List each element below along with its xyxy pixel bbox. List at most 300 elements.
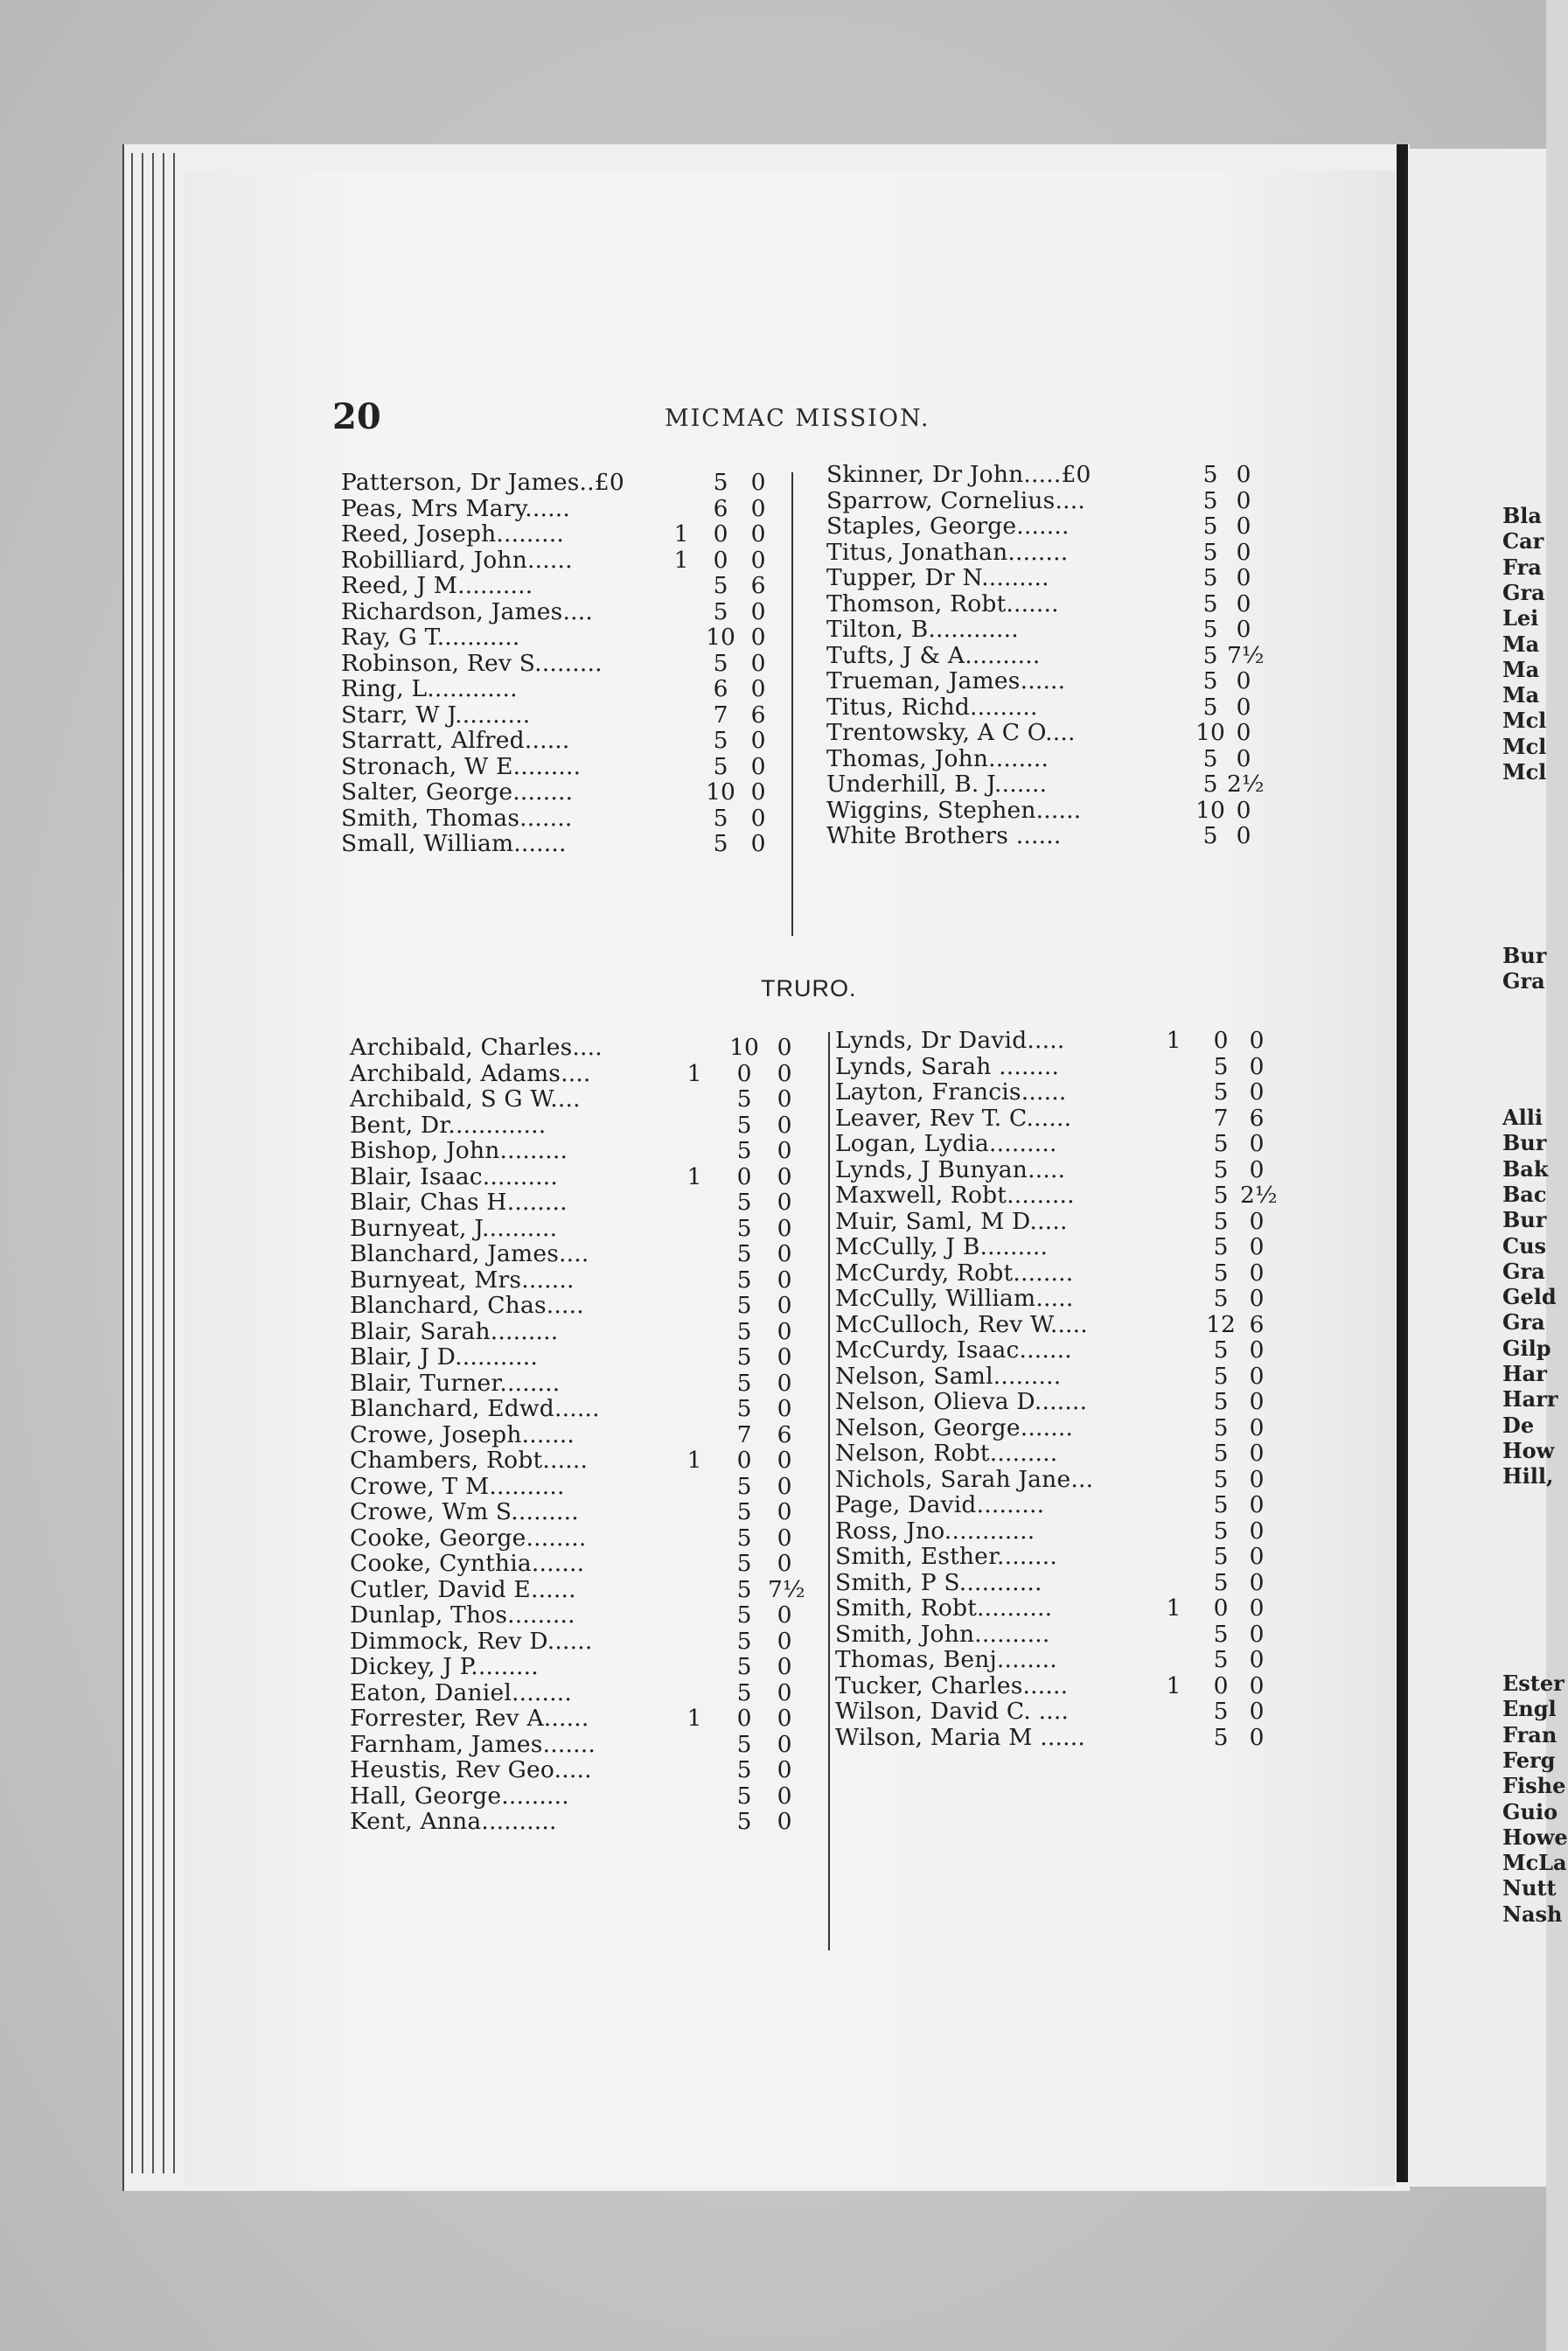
amount-pence: 0 — [777, 1678, 792, 1706]
amount-pence: 0 — [777, 1343, 792, 1371]
list-entry — [835, 1518, 1272, 1545]
list-b-left-column — [350, 1034, 805, 1835]
amount-shillings: 5 — [1202, 538, 1218, 566]
amount-pence: 0 — [777, 1550, 792, 1577]
amount-pence: 0 — [1249, 1646, 1265, 1673]
amount-pence: 0 — [777, 1808, 792, 1835]
amount-shillings: 5 — [736, 1808, 752, 1835]
amount-pence: 2½ — [1240, 1182, 1278, 1209]
amount-pence: 0 — [1236, 461, 1251, 488]
amount-shillings: 12 — [1206, 1310, 1236, 1338]
amount-pence: 0 — [1249, 1336, 1265, 1364]
amount-shillings: 5 — [1202, 564, 1218, 591]
amount-pounds: 1 — [686, 1059, 702, 1087]
amount-pence: 0 — [750, 752, 766, 780]
entry-name: Wiggins, Stephen...... — [826, 796, 1082, 824]
entry-name: Bishop, John......... — [350, 1137, 568, 1164]
entry-name: Peas, Mrs Mary...... — [341, 494, 570, 522]
facing-page-fragment: How — [1502, 1437, 1555, 1463]
facing-page-fragment: Ferg — [1502, 1747, 1556, 1773]
amount-pence: 0 — [1249, 1594, 1265, 1622]
amount-shillings: 5 — [736, 1524, 752, 1552]
facing-page-fragment: Bla — [1502, 503, 1542, 528]
entry-name: Logan, Lydia......... — [835, 1130, 1057, 1157]
facing-page-fragment: Nash — [1502, 1901, 1563, 1927]
amount-pence: 0 — [777, 1705, 792, 1732]
facing-page-fragment: Fishe — [1502, 1773, 1566, 1799]
entry-name: Stronach, W E......... — [341, 752, 582, 780]
entry-name: Tupper, Dr N......... — [826, 564, 1049, 591]
amount-shillings: 5 — [736, 1085, 752, 1113]
entry-name: Burnyeat, Mrs....... — [350, 1266, 575, 1294]
amount-shillings: 10 — [1195, 796, 1225, 824]
amount-shillings: 0 — [736, 1059, 752, 1087]
entry-name: Cooke, Cynthia....... — [350, 1550, 585, 1577]
facing-page-fragment: Howe — [1502, 1824, 1568, 1850]
list-entry — [835, 1389, 1272, 1415]
amount-shillings: 5 — [736, 1189, 752, 1216]
amount-shillings: 5 — [736, 1601, 752, 1629]
list-entry — [350, 1627, 792, 1655]
amount-pence: 0 — [750, 830, 766, 857]
amount-shillings: 5 — [736, 1730, 752, 1758]
facing-page-fragment: Fran — [1502, 1721, 1558, 1748]
entry-name: Nelson, George....... — [835, 1413, 1074, 1441]
amount-shillings: 5 — [736, 1498, 752, 1525]
amount-shillings: 5 — [1202, 589, 1218, 617]
list-entry — [350, 1575, 805, 1603]
list-entry — [835, 1544, 1272, 1570]
list-entry — [341, 676, 778, 702]
entry-name: Tufts, J & A.......... — [826, 641, 1041, 669]
entry-name: Blair, J D........... — [350, 1343, 539, 1371]
entry-name: Skinner, Dr John.....£0 — [826, 461, 1091, 488]
list-entry — [350, 1447, 792, 1474]
entry-name: Archibald, Charles.... — [350, 1034, 603, 1061]
entry-name: Starr, W J.......... — [341, 701, 531, 729]
amount-pence: 0 — [750, 494, 766, 522]
amount-pence: 0 — [777, 1292, 792, 1319]
facing-page-fragment: Lei — [1502, 605, 1539, 631]
amount-pence: 0 — [1249, 1698, 1265, 1725]
amount-shillings: 0 — [736, 1447, 752, 1474]
amount-shillings: 5 — [1202, 744, 1218, 772]
amount-pence: 0 — [750, 727, 766, 754]
list-entry — [350, 1292, 792, 1319]
entry-name: Archibald, Adams.... — [350, 1059, 591, 1087]
entry-name: Thomas, John........ — [826, 744, 1049, 772]
section-title: TRURO. — [761, 975, 857, 1001]
amount-pence: 0 — [1249, 1465, 1265, 1493]
amount-shillings: 0 — [736, 1705, 752, 1732]
list-entry — [350, 1550, 792, 1577]
list-entry — [835, 1260, 1272, 1287]
list-entry — [350, 1111, 792, 1139]
page-edge-line — [131, 153, 133, 2173]
amount-pence: 0 — [750, 597, 766, 625]
amount-pence: 0 — [1249, 1671, 1265, 1699]
list-entry — [835, 1492, 1272, 1518]
entry-name: Nelson, Robt......... — [835, 1440, 1058, 1467]
list-entry — [341, 754, 778, 780]
list-entry — [350, 1498, 792, 1525]
amount-pence: 0 — [1249, 1362, 1265, 1390]
amount-shillings: 0 — [713, 546, 728, 574]
facing-page-fragment: Ma — [1502, 656, 1540, 682]
entry-name: Sparrow, Cornelius.... — [826, 486, 1085, 514]
entry-name: Thomson, Robt....... — [826, 589, 1059, 617]
facing-page-fragment: Gilp — [1502, 1335, 1551, 1361]
amount-pence: 0 — [750, 804, 766, 832]
list-entry — [835, 1028, 1272, 1054]
amount-shillings: 7 — [713, 701, 728, 729]
amount-shillings: 6 — [713, 675, 728, 702]
facing-page-fragment: Bur — [1502, 943, 1547, 968]
list-entry — [826, 643, 1264, 669]
amount-pounds: 1 — [673, 546, 689, 574]
list-entry — [835, 1131, 1272, 1157]
entry-name: Cutler, David E...... — [350, 1575, 576, 1603]
amount-shillings: 5 — [1213, 1543, 1229, 1570]
facing-page-fragment: Gra — [1502, 1258, 1545, 1284]
list-entry — [826, 617, 1264, 643]
amount-shillings: 5 — [1213, 1130, 1229, 1157]
entry-name: Tilton, B............ — [826, 616, 1019, 643]
list-entry — [350, 1266, 792, 1294]
entry-name: Farnham, James....... — [350, 1730, 596, 1758]
facing-page-fragment: Bur — [1502, 1130, 1547, 1156]
page-edge-line — [152, 153, 154, 2173]
entry-name: Hall, George......... — [350, 1782, 569, 1810]
list-entry — [341, 831, 778, 857]
amount-pence: 0 — [777, 1317, 792, 1345]
entry-name: Lynds, J Bunyan..... — [835, 1155, 1066, 1183]
amount-shillings: 5 — [736, 1756, 752, 1783]
amount-shillings: 5 — [1213, 1259, 1229, 1287]
amount-pence: 0 — [1236, 744, 1251, 772]
list-entry — [835, 1364, 1272, 1390]
amount-shillings: 5 — [736, 1575, 752, 1603]
list-entry — [826, 771, 1264, 798]
entry-name: Crowe, T M.......... — [350, 1472, 565, 1500]
amount-pence: 0 — [777, 1524, 792, 1552]
amount-shillings: 5 — [1213, 1078, 1229, 1106]
list-entry — [826, 668, 1264, 694]
facing-page-fragment: Bak — [1502, 1155, 1549, 1182]
amount-pence: 0 — [777, 1395, 792, 1422]
facing-page-fragment: Alli — [1502, 1105, 1543, 1130]
amount-pence: 6 — [1249, 1310, 1265, 1338]
amount-pence: 0 — [777, 1059, 792, 1087]
amount-pence: 7½ — [1227, 641, 1265, 669]
amount-pence: 0 — [750, 520, 766, 548]
entry-name: Trentowsky, A C O.... — [826, 719, 1076, 746]
list-entry — [835, 1312, 1272, 1338]
amount-pence: 0 — [1249, 1027, 1265, 1054]
list-entry — [350, 1369, 792, 1397]
amount-shillings: 5 — [1213, 1491, 1229, 1518]
list-entry — [341, 728, 778, 754]
amount-shillings: 5 — [713, 649, 728, 677]
amount-pence: 0 — [777, 1601, 792, 1629]
list-entry — [350, 1085, 792, 1113]
amount-pence: 0 — [1249, 1078, 1265, 1106]
amount-shillings: 5 — [1213, 1646, 1229, 1673]
entry-name: Patterson, Dr James..£0 — [341, 469, 624, 496]
list-entry — [350, 1524, 792, 1552]
amount-pence: 0 — [1236, 538, 1251, 566]
entry-name: McCully, J B......... — [835, 1233, 1049, 1260]
entry-name: Small, William....... — [341, 830, 567, 857]
amount-pence: 0 — [1249, 1723, 1265, 1751]
amount-pounds: 1 — [686, 1705, 702, 1732]
amount-shillings: 10 — [706, 778, 735, 806]
amount-shillings: 5 — [1213, 1207, 1229, 1235]
list-entry — [835, 1286, 1272, 1312]
facing-page-fragment: Fra — [1502, 554, 1542, 580]
amount-pence: 0 — [777, 1498, 792, 1525]
entry-name: Layton, Francis...... — [835, 1078, 1067, 1106]
amount-pence: 0 — [777, 1756, 792, 1783]
amount-shillings: 5 — [1213, 1698, 1229, 1725]
facing-page-fragment: Mcl — [1502, 708, 1547, 734]
amount-pence: 0 — [1236, 719, 1251, 746]
list-entry — [341, 806, 778, 832]
amount-shillings: 0 — [713, 520, 728, 548]
entry-name: Wilson, David C. .... — [835, 1698, 1070, 1725]
facing-page-fragment: Harr — [1502, 1386, 1558, 1413]
amount-pence: 0 — [777, 1369, 792, 1397]
column-divider — [828, 1032, 830, 1950]
amount-pence: 0 — [750, 778, 766, 806]
amount-pence: 0 — [777, 1111, 792, 1139]
entry-name: McCully, William..... — [835, 1285, 1074, 1312]
entry-name: Maxwell, Robt......... — [835, 1182, 1075, 1209]
entry-name: Starratt, Alfred...... — [341, 727, 570, 754]
amount-shillings: 7 — [736, 1420, 752, 1448]
list-entry — [350, 1653, 792, 1680]
entry-name: Smith, Thomas....... — [341, 804, 573, 832]
entry-name: Titus, Richd......... — [826, 693, 1038, 721]
entry-name: Crowe, Joseph....... — [350, 1420, 575, 1448]
entry-name: Blair, Sarah......... — [350, 1317, 559, 1345]
list-entry — [835, 1234, 1272, 1260]
entry-name: Smith, Esther........ — [835, 1543, 1058, 1570]
list-entry — [835, 1054, 1272, 1080]
entry-name: McCurdy, Isaac....... — [835, 1336, 1072, 1364]
amount-pence: 0 — [1236, 486, 1251, 514]
amount-pence: 0 — [750, 546, 766, 574]
entry-name: Ring, L............ — [341, 675, 518, 702]
amount-shillings: 0 — [1213, 1671, 1229, 1699]
amount-shillings: 10 — [1195, 719, 1225, 746]
amount-shillings: 5 — [736, 1472, 752, 1500]
amount-pence: 0 — [1236, 513, 1251, 540]
amount-pence: 7½ — [768, 1575, 805, 1603]
list-entry — [341, 573, 778, 599]
entry-name: Dickey, J P......... — [350, 1653, 539, 1680]
list-entry — [350, 1601, 792, 1629]
entry-name: Salter, George........ — [341, 778, 574, 806]
amount-pounds: 1 — [1166, 1027, 1181, 1054]
entry-name: Robinson, Rev S......... — [341, 649, 603, 677]
entry-name: Smith, John.......... — [835, 1620, 1050, 1648]
amount-pence: 0 — [777, 1730, 792, 1758]
facing-page-fragment: Nutt — [1502, 1875, 1557, 1901]
amount-shillings: 5 — [713, 752, 728, 780]
amount-shillings: 5 — [736, 1550, 752, 1577]
amount-pence: 0 — [1249, 1491, 1265, 1518]
entry-name: Dunlap, Thos......... — [350, 1601, 575, 1629]
facing-page-fragment: De — [1502, 1412, 1535, 1438]
amount-shillings: 5 — [1213, 1413, 1229, 1441]
amount-shillings: 5 — [1213, 1517, 1229, 1545]
amount-shillings: 5 — [736, 1317, 752, 1345]
amount-pence: 0 — [777, 1627, 792, 1655]
facing-page-fragment: Gra — [1502, 1309, 1545, 1336]
entry-name: Nelson, Olieva D....... — [835, 1388, 1088, 1415]
entry-name: Ray, G T........... — [341, 624, 520, 651]
list-entry — [835, 1699, 1272, 1725]
amount-shillings: 5 — [1213, 1052, 1229, 1080]
amount-pence: 0 — [777, 1447, 792, 1474]
entry-name: Leaver, Rev T. C...... — [835, 1104, 1072, 1132]
amount-pence: 0 — [777, 1085, 792, 1113]
amount-pounds: 1 — [1166, 1671, 1181, 1699]
amount-shillings: 0 — [736, 1162, 752, 1190]
amount-shillings: 5 — [1202, 486, 1218, 514]
amount-shillings: 5 — [1202, 822, 1218, 849]
entry-name: Smith, P S........... — [835, 1568, 1042, 1596]
amount-pounds: 1 — [1166, 1594, 1181, 1622]
entry-name: Ross, Jno............ — [835, 1517, 1035, 1545]
list-a-right-column — [826, 462, 1264, 849]
facing-page-fragment: Har — [1502, 1361, 1547, 1386]
entry-name: Robilliard, John...... — [341, 546, 573, 574]
amount-pounds: 1 — [673, 520, 689, 548]
amount-pence: 6 — [750, 701, 766, 729]
entry-name: Eaton, Daniel........ — [350, 1678, 572, 1706]
list-entry — [826, 462, 1264, 488]
amount-shillings: 5 — [713, 572, 728, 599]
amount-shillings: 5 — [1213, 1362, 1229, 1390]
entry-name: Nichols, Sarah Jane... — [835, 1465, 1094, 1493]
page-edge-line — [142, 153, 143, 2173]
amount-shillings: 10 — [706, 624, 735, 651]
amount-shillings: 5 — [1213, 1440, 1229, 1467]
amount-shillings: 5 — [736, 1627, 752, 1655]
amount-shillings: 5 — [1213, 1182, 1229, 1209]
amount-shillings: 5 — [1213, 1568, 1229, 1596]
facing-page-fragment: Engl — [1502, 1696, 1557, 1722]
list-entry — [350, 1420, 792, 1448]
running-title: MICMAC MISSION. — [665, 405, 930, 432]
amount-pence: 0 — [1236, 667, 1251, 694]
amount-shillings: 5 — [1213, 1336, 1229, 1364]
list-entry — [350, 1395, 792, 1422]
entry-name: Wilson, Maria M ...... — [835, 1723, 1085, 1751]
amount-pence: 0 — [777, 1214, 792, 1242]
list-entry — [826, 798, 1264, 824]
list-entry — [350, 1756, 792, 1783]
list-entry — [350, 1705, 792, 1732]
facing-page-fragment: Hill, — [1502, 1463, 1554, 1489]
amount-shillings: 5 — [736, 1292, 752, 1319]
facing-page-fragment: Ma — [1502, 682, 1540, 708]
page-number: 20 — [332, 396, 381, 437]
amount-pence: 0 — [750, 469, 766, 496]
amount-pence: 0 — [1249, 1517, 1265, 1545]
amount-pence: 0 — [777, 1266, 792, 1294]
list-entry — [350, 1189, 792, 1216]
amount-shillings: 5 — [736, 1369, 752, 1397]
amount-pence: 0 — [1249, 1543, 1265, 1570]
entry-name: Muir, Saml, M D..... — [835, 1207, 1068, 1235]
amount-shillings: 10 — [729, 1034, 759, 1061]
facing-page-fragment: Gra — [1502, 968, 1545, 994]
amount-pence: 0 — [777, 1782, 792, 1810]
list-entry — [350, 1214, 792, 1242]
entry-name: Lynds, Sarah ........ — [835, 1052, 1060, 1080]
list-entry — [350, 1240, 792, 1267]
amount-pence: 0 — [1249, 1130, 1265, 1157]
page-edge-line — [163, 153, 164, 2173]
entry-name: Lynds, Dr David..... — [835, 1027, 1065, 1054]
amount-shillings: 5 — [736, 1266, 752, 1294]
facing-page-fragment: Guio — [1502, 1798, 1558, 1824]
amount-shillings: 5 — [713, 804, 728, 832]
amount-pounds: 1 — [686, 1162, 702, 1190]
entry-name: Blanchard, James.... — [350, 1240, 589, 1267]
list-entry — [350, 1162, 792, 1190]
list-entry — [835, 1595, 1272, 1622]
amount-pence: 0 — [777, 1472, 792, 1500]
amount-shillings: 5 — [1213, 1233, 1229, 1260]
amount-shillings: 5 — [1202, 693, 1218, 721]
entry-name: Reed, Joseph......... — [341, 520, 565, 548]
entry-name: McCurdy, Robt........ — [835, 1259, 1074, 1287]
amount-shillings: 0 — [1213, 1594, 1229, 1622]
amount-pounds: 1 — [686, 1447, 702, 1474]
amount-shillings: 5 — [1202, 641, 1218, 669]
amount-pence: 0 — [1249, 1259, 1265, 1287]
entry-name: Tucker, Charles...... — [835, 1671, 1069, 1699]
list-entry — [835, 1673, 1272, 1699]
amount-pence: 0 — [777, 1137, 792, 1164]
list-entry — [826, 488, 1264, 514]
entry-name: Cooke, George........ — [350, 1524, 587, 1552]
amount-pence: 0 — [1249, 1568, 1265, 1596]
amount-shillings: 5 — [1202, 771, 1218, 798]
list-entry — [835, 1079, 1272, 1106]
list-entry — [835, 1622, 1272, 1648]
list-b-right-column — [835, 1027, 1278, 1751]
entry-name: Kent, Anna.......... — [350, 1808, 557, 1835]
facing-page-fragment: Geld — [1502, 1284, 1557, 1310]
list-a-left-column — [341, 470, 778, 857]
amount-shillings: 5 — [736, 1137, 752, 1164]
entry-name: Forrester, Rev A...... — [350, 1705, 589, 1732]
list-entry — [826, 694, 1264, 721]
list-entry — [835, 1441, 1272, 1467]
entry-name: Blair, Isaac.......... — [350, 1162, 558, 1190]
amount-pence: 2½ — [1227, 771, 1265, 798]
list-entry — [835, 1647, 1272, 1673]
amount-pence: 0 — [1236, 616, 1251, 643]
amount-shillings: 5 — [736, 1240, 752, 1267]
list-entry — [835, 1209, 1272, 1235]
amount-pence: 6 — [777, 1420, 792, 1448]
